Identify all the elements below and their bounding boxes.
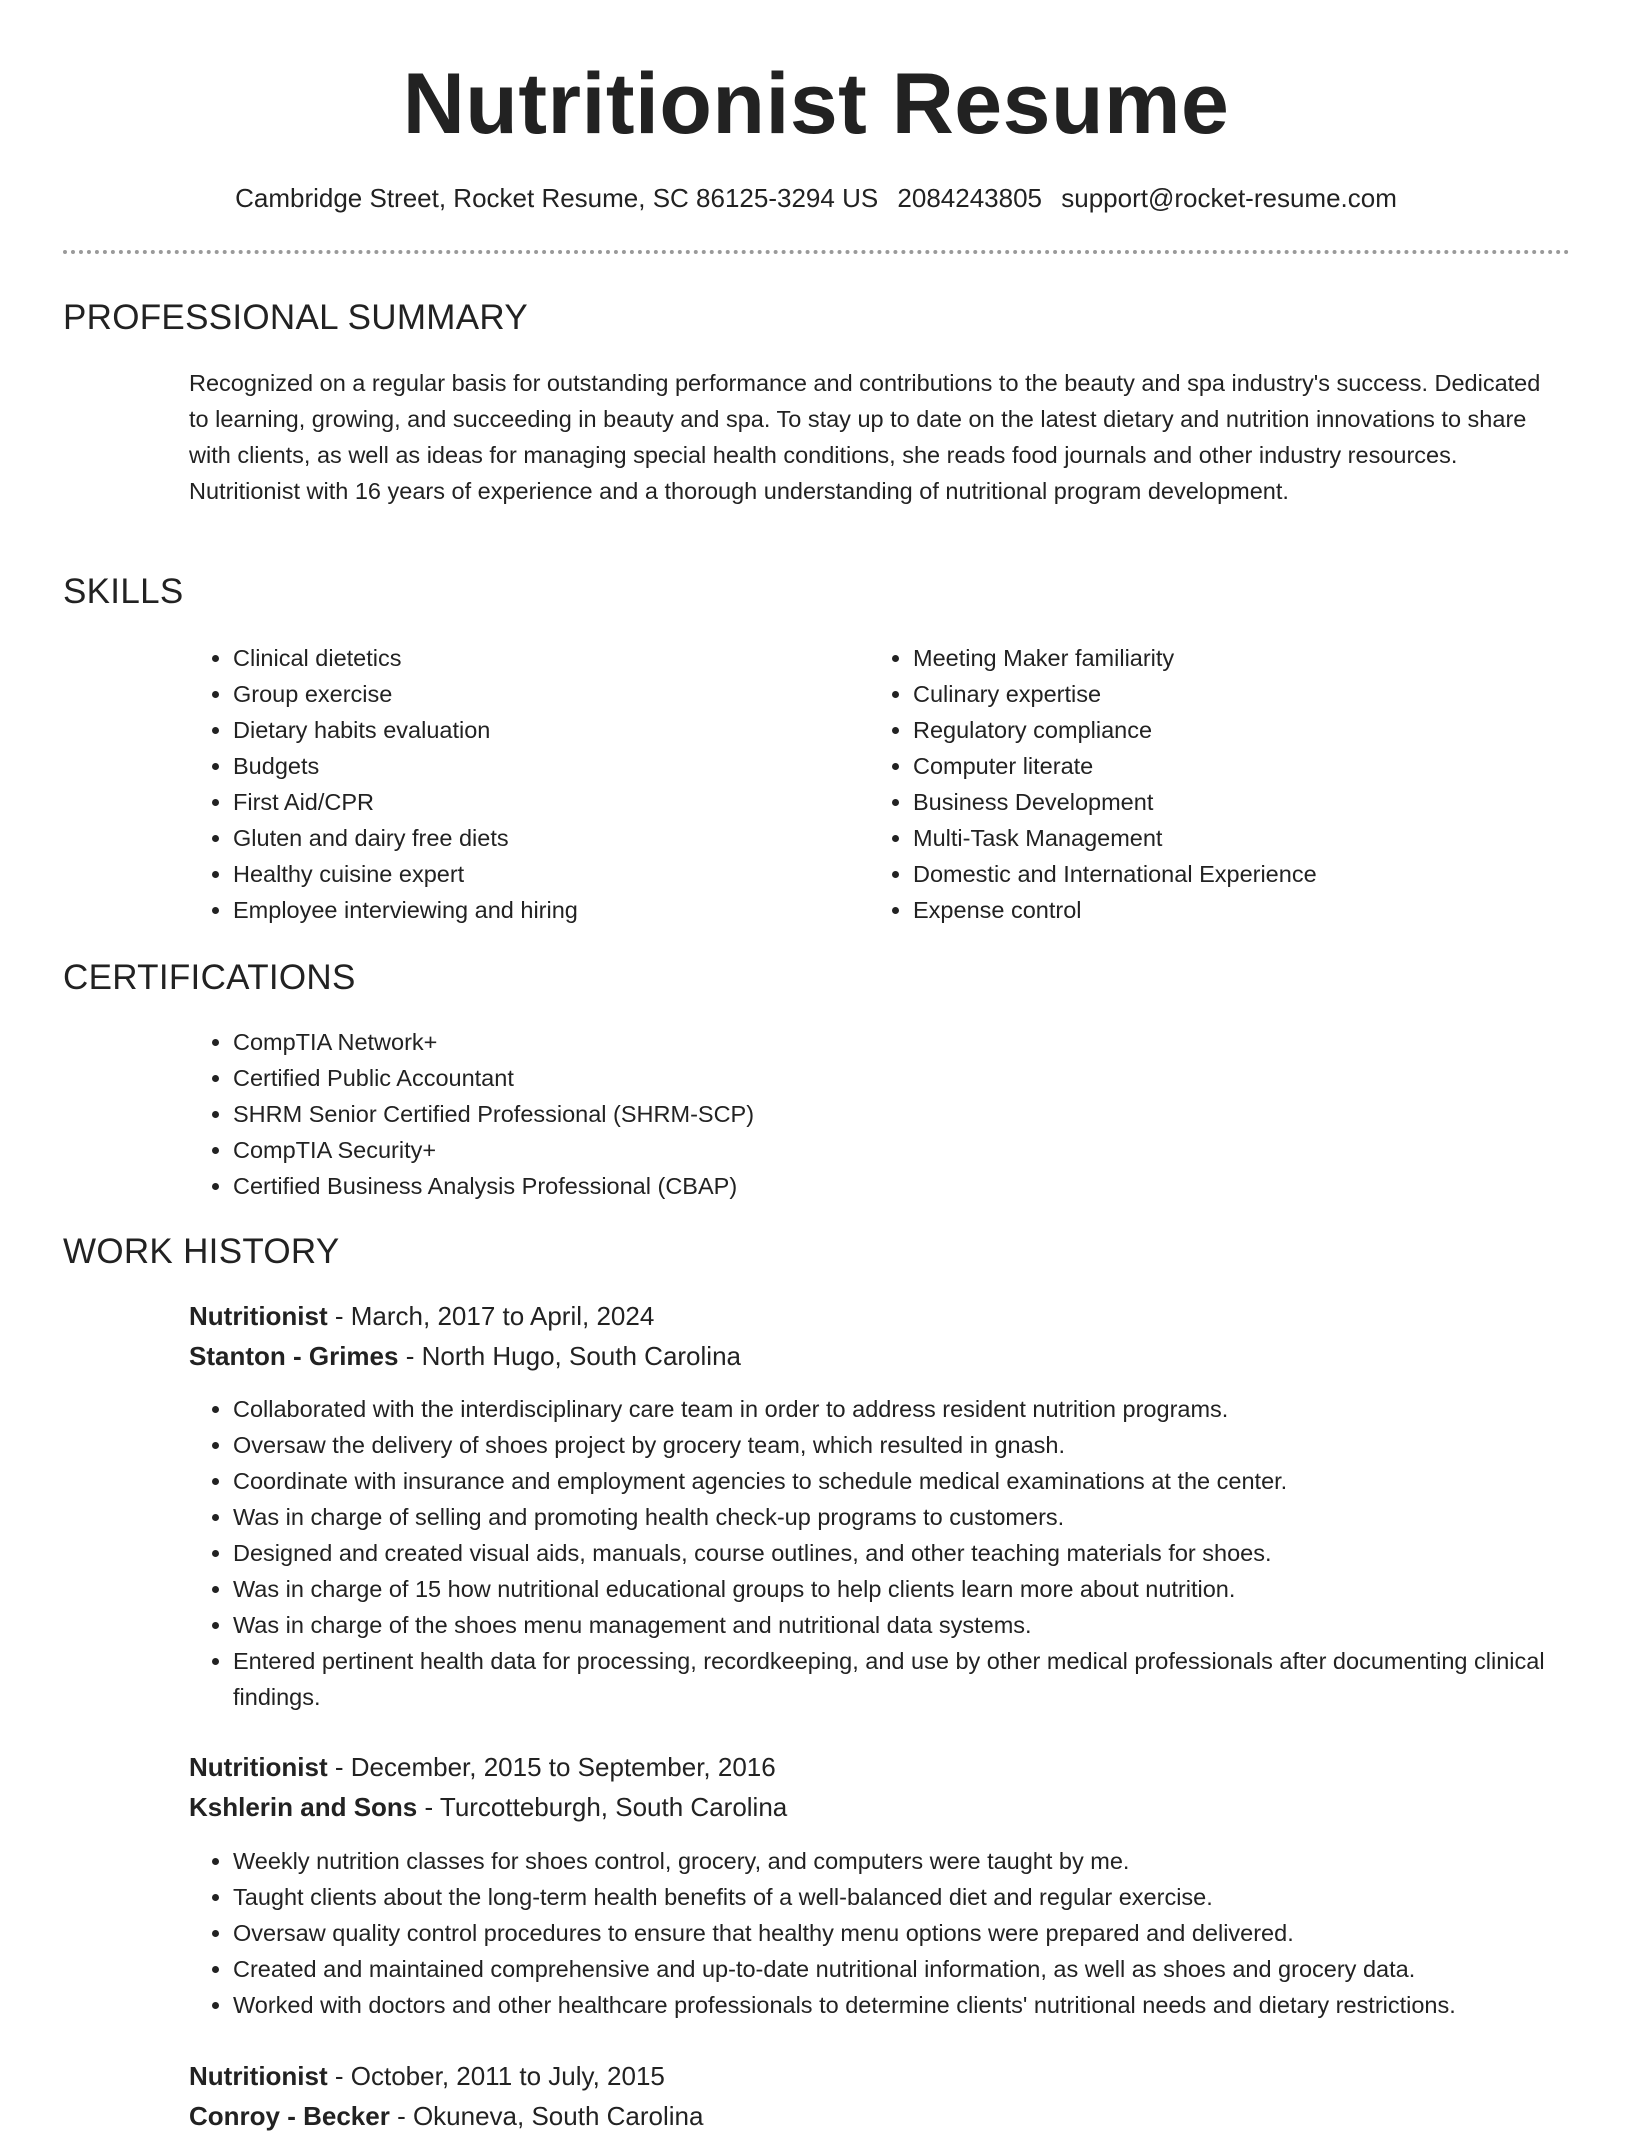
job-bullet: • Oversaw the delivery of shoes project by grocery team, which resulted in gnash. bbox=[233, 1427, 1603, 1463]
skill-item: • Group exercise bbox=[233, 676, 853, 712]
certification-item: • SHRM Senior Certified Professional (SHRM-SCP) bbox=[233, 1096, 1593, 1132]
skill-item: • Multi-Task Management bbox=[913, 820, 1593, 856]
certification-item: • CompTIA Security+ bbox=[233, 1132, 1593, 1168]
job-company: Conroy - Becker bbox=[189, 2101, 390, 2131]
skills-heading: SKILLS bbox=[63, 572, 184, 611]
job-company: Stanton - Grimes bbox=[189, 1341, 399, 1371]
job-bullet: • Coordinate with insurance and employment agencies to schedule medical examinations at the center. bbox=[233, 1463, 1603, 1499]
skill-item: • Dietary habits evaluation bbox=[233, 712, 853, 748]
skills-list-left bbox=[189, 640, 853, 928]
contact-email: support@rocket-resume.com bbox=[1061, 183, 1397, 213]
job-dates: - March, 2017 to April, 2024 bbox=[327, 1301, 655, 1331]
job-company-line bbox=[189, 2098, 703, 2134]
job-bullet: • Worked with doctors and other healthcare professionals to determine clients' nutritional needs and dietary restrictions. bbox=[233, 1987, 1603, 2023]
job-company: Kshlerin and Sons bbox=[189, 1792, 418, 1822]
contact-phone: 2084243805 bbox=[897, 183, 1043, 213]
summary-text: Recognized on a regular basis for outstanding performance and contributions to the beauty and spa industry's success. Dedicated to learning, growing, and succeeding in beauty and spa. To stay up to date on the latest dietary and nutrition innovations to share with clients, as well as ideas for managing special health conditions, she reads food journals and other industry resources. Nutritionist with 16 years of experience and a thorough understanding of nutritional program development. bbox=[189, 370, 1541, 504]
job-company-line bbox=[189, 1789, 787, 1825]
job-bullet: • Was in charge of selling and promoting health check-up programs to customers. bbox=[233, 1499, 1603, 1535]
skill-item: • Meeting Maker familiarity bbox=[913, 640, 1593, 676]
header-divider bbox=[63, 250, 1570, 254]
skill-item: • Budgets bbox=[233, 748, 853, 784]
certifications-heading: CERTIFICATIONS bbox=[63, 958, 356, 997]
skill-item: • Business Development bbox=[913, 784, 1593, 820]
job-location: - North Hugo, South Carolina bbox=[398, 1341, 741, 1371]
job-dates: - October, 2011 to July, 2015 bbox=[327, 2061, 665, 2091]
skill-item: • Culinary expertise bbox=[913, 676, 1593, 712]
job-title: Nutritionist bbox=[189, 2061, 328, 2091]
skill-item: • Regulatory compliance bbox=[913, 712, 1593, 748]
certification-item: • Certified Business Analysis Professional (CBAP) bbox=[233, 1168, 1593, 1204]
job-bullets bbox=[189, 1391, 1603, 1715]
contact-address: Cambridge Street, Rocket Resume, SC 86125-3294 US bbox=[235, 183, 879, 213]
job-bullet: • Was in charge of the shoes menu management and nutritional data systems. bbox=[233, 1607, 1603, 1643]
job-bullet: • Was in charge of 15 how nutritional educational groups to help clients learn more about nutrition. bbox=[233, 1571, 1603, 1607]
skill-item: • Gluten and dairy free diets bbox=[233, 820, 853, 856]
job-title-line bbox=[189, 2058, 665, 2094]
skill-item: • Domestic and International Experience bbox=[913, 856, 1593, 892]
certification-item: • CompTIA Network+ bbox=[233, 1024, 1593, 1060]
job-title: Nutritionist bbox=[189, 1301, 328, 1331]
job-bullet: • Weekly nutrition classes for shoes control, grocery, and computers were taught by me. bbox=[233, 1843, 1603, 1879]
certification-item: • Certified Public Accountant bbox=[233, 1060, 1593, 1096]
skill-item: • Employee interviewing and hiring bbox=[233, 892, 853, 928]
job-bullet: • Entered pertinent health data for processing, recordkeeping, and use by other medical professionals after documenting clinical findings. bbox=[233, 1643, 1603, 1715]
job-title-line bbox=[189, 1749, 776, 1785]
job-bullet: • Designed and created visual aids, manuals, course outlines, and other teaching materials for shoes. bbox=[233, 1535, 1603, 1571]
job-title-line bbox=[189, 1298, 654, 1334]
skill-item: • Expense control bbox=[913, 892, 1593, 928]
job-bullets bbox=[189, 1843, 1603, 2023]
job-bullet: • Created and maintained comprehensive and up-to-date nutritional information, as well as shoes and grocery data. bbox=[233, 1951, 1603, 1987]
job-dates: - December, 2015 to September, 2016 bbox=[327, 1752, 776, 1782]
resume-title: Nutritionist Resume bbox=[402, 56, 1230, 152]
summary-heading: PROFESSIONAL SUMMARY bbox=[63, 298, 528, 337]
skills-list-right bbox=[869, 640, 1593, 928]
job-location: - Okuneva, South Carolina bbox=[389, 2101, 704, 2131]
work-history-heading: WORK HISTORY bbox=[63, 1232, 340, 1271]
contact-line bbox=[0, 180, 1632, 216]
job-bullet: • Taught clients about the long-term health benefits of a well-balanced diet and regular exercise. bbox=[233, 1879, 1603, 1915]
skill-item: • First Aid/CPR bbox=[233, 784, 853, 820]
job-title: Nutritionist bbox=[189, 1752, 328, 1782]
certifications-list bbox=[189, 1024, 1593, 1204]
job-bullet: • Oversaw quality control procedures to ensure that healthy menu options were prepared and delivered. bbox=[233, 1915, 1603, 1951]
job-location: - Turcotteburgh, South Carolina bbox=[417, 1792, 788, 1822]
skill-item: • Clinical dietetics bbox=[233, 640, 853, 676]
skill-item: • Healthy cuisine expert bbox=[233, 856, 853, 892]
skill-item: • Computer literate bbox=[913, 748, 1593, 784]
job-bullet: • Collaborated with the interdisciplinary care team in order to address resident nutrition programs. bbox=[233, 1391, 1603, 1427]
job-company-line bbox=[189, 1338, 741, 1374]
